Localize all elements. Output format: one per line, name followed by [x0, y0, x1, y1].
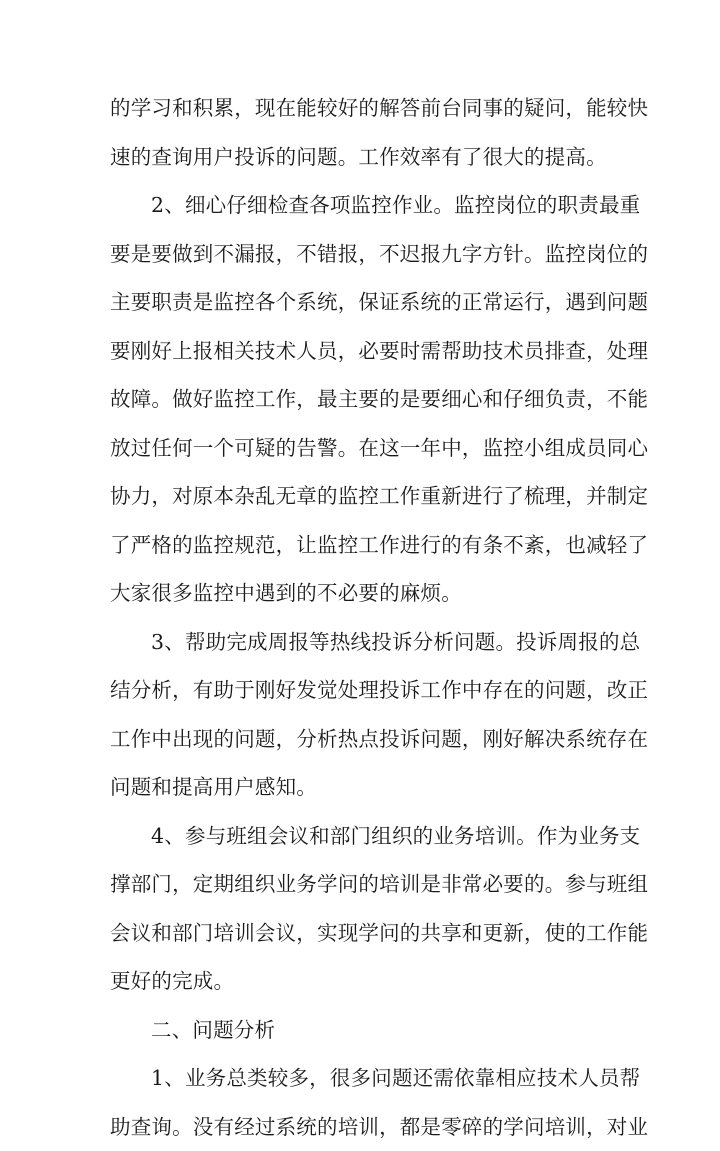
paragraph-line: 的学习和积累，现在能较好的解答前台同事的疑问，能较快 — [110, 84, 614, 133]
paragraph-line: 3、帮助完成周报等热线投诉分析问题。投诉周报的总 — [110, 618, 614, 667]
paragraph-line: 放过任何一个可疑的告警。在这一年中，监控小组成员同心 — [110, 424, 614, 473]
paragraph-line: 要是要做到不漏报，不错报，不迟报九字方针。监控岗位的 — [110, 230, 614, 279]
section-heading: 二、问题分析 — [110, 1006, 614, 1055]
paragraph-line: 主要职责是监控各个系统，保证系统的正常运行，遇到问题 — [110, 278, 614, 327]
document-body — [110, 84, 614, 1151]
paragraph-line: 结分析，有助于刚好发觉处理投诉工作中存在的问题，改正 — [110, 666, 614, 715]
paragraph-line: 更好的完成。 — [110, 957, 614, 1006]
paragraph-line: 2、细心仔细检查各项监控作业。监控岗位的职责最重 — [110, 181, 614, 230]
paragraph-line: 工作中出现的问题，分析热点投诉问题，刚好解决系统存在 — [110, 715, 614, 764]
paragraph-line: 问题和提高用户感知。 — [110, 763, 614, 812]
paragraph-line: 4、参与班组会议和部门组织的业务培训。作为业务支 — [110, 812, 614, 861]
paragraph-line: 了严格的监控规范，让监控工作进行的有条不紊，也减轻了 — [110, 521, 614, 570]
paragraph-line: 大家很多监控中遇到的不必要的麻烦。 — [110, 569, 614, 618]
paragraph-line: 1、业务总类较多，很多问题还需依靠相应技术人员帮 — [110, 1054, 614, 1103]
paragraph-line: 会议和部门培训会议，实现学问的共享和更新，使的工作能 — [110, 909, 614, 958]
paragraph-line: 要刚好上报相关技术人员，必要时需帮助技术员排查，处理 — [110, 327, 614, 376]
paragraph-line: 助查询。没有经过系统的培训，都是零碎的学问培训，对业 — [110, 1103, 614, 1151]
paragraph-line: 协力，对原本杂乱无章的监控工作重新进行了梳理，并制定 — [110, 472, 614, 521]
paragraph-line: 故障。做好监控工作，最主要的是要细心和仔细负责，不能 — [110, 375, 614, 424]
paragraph-line: 速的查询用户投诉的问题。工作效率有了很大的提高。 — [110, 133, 614, 182]
paragraph-line: 撑部门，定期组织业务学问的培训是非常必要的。参与班组 — [110, 860, 614, 909]
